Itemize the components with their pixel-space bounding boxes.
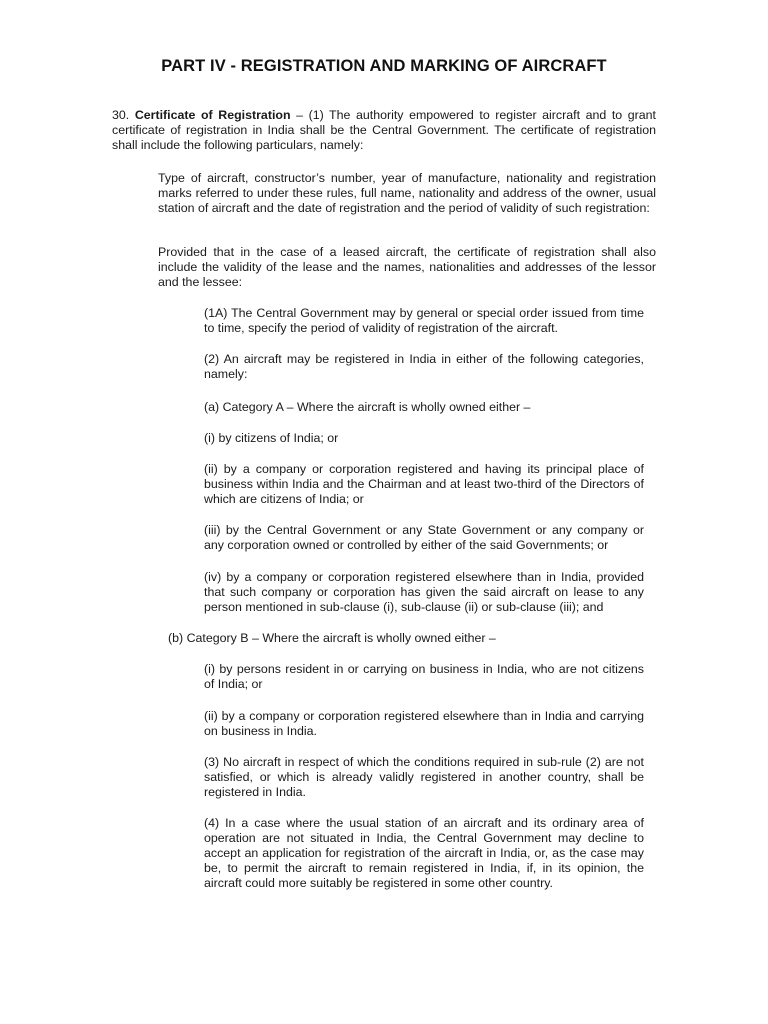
category-a-heading: (a) Category A – Where the aircraft is wholly owned either – [204, 400, 531, 414]
category-a-clause-iii: (iii) by the Central Government or any State Government or any company or any corporation owned or controlled by either of the said Governments; or [204, 523, 644, 552]
sub-rule-2: (2) An aircraft may be registered in India in either of the following categories, namely: [204, 352, 644, 381]
category-a-clause-i: (i) by citizens of India; or [204, 431, 339, 445]
particulars-paragraph: Type of aircraft, constructor’s number, year of manufacture, nationality and registration marks referred to under these rules, full name, nationality and address of the owner, usual station of aircraft and the date of registration and the period of validity of such registration: [158, 171, 656, 215]
rule-30-paragraph [112, 108, 656, 153]
sub-rule-4: (4) In a case where the usual station of an aircraft and its ordinary area of operation are not situated in India, the Central Government may decline to accept an application for registration of the aircraft in India, or, as the case may be, to permit the aircraft to remain registered in India, if, in its opinion, the aircraft could more suitably be registered in some other country. [204, 816, 644, 890]
page-title: PART IV - REGISTRATION AND MARKING OF AIRCRAFT [161, 57, 607, 75]
rule-heading: Certificate of Registration [134, 108, 291, 122]
proviso-paragraph: Provided that in the case of a leased aircraft, the certificate of registration shall also include the validity of the lease and the names, nationalities and addresses of the lessor and the lessee: [158, 245, 656, 289]
sub-rule-3: (3) No aircraft in respect of which the conditions required in sub-rule (2) are not satisfied, or which is already validly registered in another country, shall be registered in India. [204, 755, 644, 799]
category-b-clause-i: (i) by persons resident in or carrying on business in India, who are not citizens of India; or [204, 662, 644, 691]
category-a-clause-iv: (iv) by a company or corporation registered elsewhere than in India, provided that such company or corporation has given the said aircraft on lease to any person mentioned in sub-clause (i), sub-clause (ii) or sub-clause (iii); and [204, 570, 644, 614]
category-b-heading: (b) Category B – Where the aircraft is wholly owned either – [168, 631, 496, 645]
sub-rule-1a: (1A) The Central Government may by general or special order issued from time to time, specify the period of validity of registration of the aircraft. [204, 306, 644, 335]
category-a-clause-ii: (ii) by a company or corporation registered and having its principal place of business within India and the Chairman and at least two-third of the Directors of which are citizens of India; or [204, 462, 644, 506]
category-b-clause-ii: (ii) by a company or corporation registered elsewhere than in India and carrying on business in India. [204, 709, 644, 738]
rule-intro-text: – (1) The authority empowered to register aircraft and to grant certificate of registration in India shall be the Central Government. The certificate of registration shall include the following particulars, namely: [112, 108, 656, 152]
rule-number: 30. [112, 108, 130, 122]
